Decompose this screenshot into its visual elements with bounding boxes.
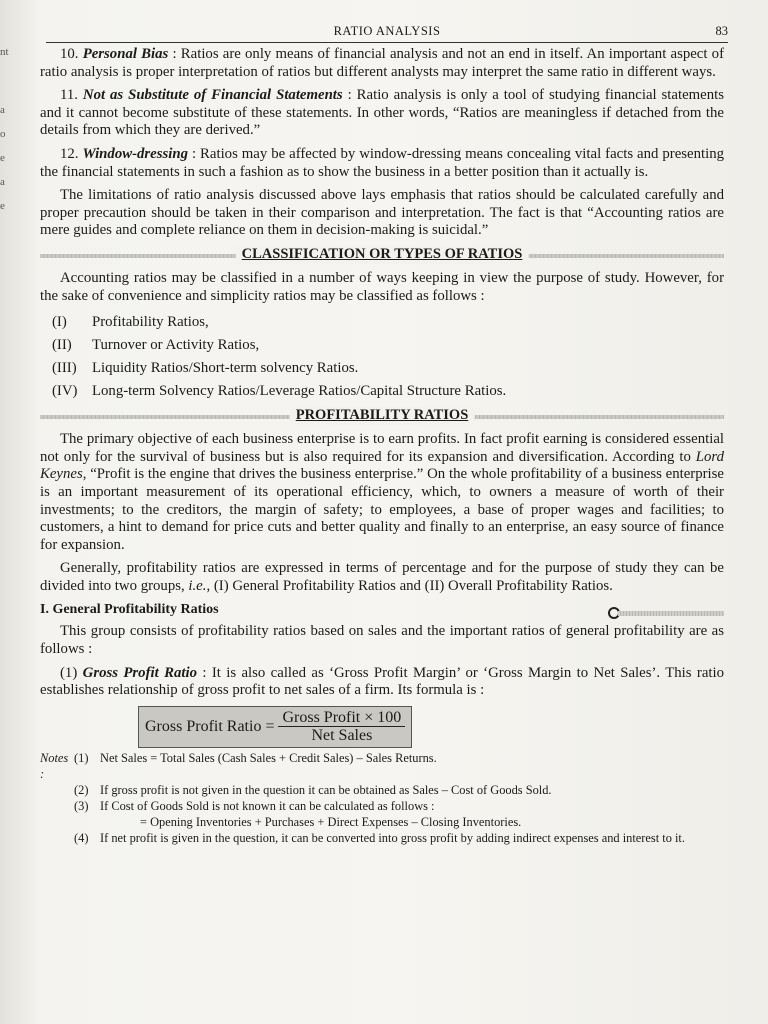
margin-mark: e <box>0 152 5 164</box>
note-number: (4) <box>74 830 89 845</box>
paragraph-profitability <box>40 431 724 554</box>
note-item <box>40 830 724 846</box>
item-number: (1) <box>60 664 78 681</box>
note-number: (1) <box>74 750 89 765</box>
section-heading-profitability <box>40 407 724 427</box>
term-not-substitute: Not as Substitute of Financial Statements <box>82 87 343 104</box>
formula-fraction <box>278 709 405 745</box>
notes-block <box>40 750 724 846</box>
margin-mark: a <box>0 176 5 188</box>
note-text: = Opening Inventories + Purchases + Direct Expenses – Closing Inventories. <box>140 814 522 829</box>
note-item <box>40 782 724 798</box>
subheading-general-profitability <box>40 601 724 623</box>
formula-numerator: Gross Profit × 100 <box>278 709 405 728</box>
list-text: Liquidity Ratios/Short-term solvency Ratios. <box>92 359 359 376</box>
paragraph-groups <box>40 560 724 595</box>
subheading-text: I. General Profitability Ratios <box>40 602 219 618</box>
list-number: (III) <box>52 359 77 376</box>
decorative-rule <box>618 611 724 616</box>
section-title: CLASSIFICATION OR TYPES OF RATIOS <box>236 246 529 264</box>
page-number: 83 <box>715 24 728 38</box>
list-item <box>52 334 724 357</box>
paragraph-text: , “Profit is the engine that drives the business enterprise.” On the whole profitability of a business enterprise is an important measurement of its operational efficiency, which, to owners a measure of worth of their investments; to the creditors, the margin of safety; to employees, a base of proper wages and facilities; to customers, a hint to demand for price cuts and better quality and finally to an enterprise, an easy source of finance for expansion. <box>40 466 724 553</box>
list-number: (II) <box>52 336 72 353</box>
note-item <box>40 750 724 782</box>
item-number: 10. <box>60 46 79 62</box>
formula-lhs: Gross Profit Ratio = <box>145 718 275 736</box>
margin-mark: e <box>0 200 5 212</box>
list-item <box>52 357 724 380</box>
note-text: Net Sales = Total Sales (Cash Sales + Credit Sales) – Sales Returns. <box>100 750 437 765</box>
list-number: (IV) <box>52 382 78 399</box>
margin-marks <box>0 40 14 218</box>
person-name: Lord Keynes <box>40 448 724 483</box>
note-number: (2) <box>74 782 89 797</box>
classification-list <box>52 311 724 403</box>
formula-denominator: Net Sales <box>311 727 373 745</box>
paragraph-text: : Ratios may be affected by window-dressing means concealing vital facts and presenting the financial statements in such a fashion as to show the business in a better position than it actually is. <box>40 145 725 180</box>
list-text: Long-term Solvency Ratios/Leverage Ratios/Capital Structure Ratios. <box>92 382 507 399</box>
list-text: Profitability Ratios, <box>92 313 209 330</box>
note-number: (3) <box>74 798 89 813</box>
paragraph-personal-bias <box>40 46 724 81</box>
item-number: 12. <box>60 145 79 162</box>
paragraph-window-dressing <box>40 146 724 181</box>
paragraph-text: : It is also called as ‘Gross Profit Margin’ or ‘Gross Margin to Net Sales’. This ratio establishes relationship of gross profit to net sales of a firm. Its formula is : <box>40 664 725 699</box>
list-item <box>52 380 724 403</box>
paragraph-gross-profit <box>40 665 724 700</box>
list-text: Turnover or Activity Ratios, <box>92 336 260 353</box>
paragraph-classification-intro: Accounting ratios may be classified in a number of ways keeping in view the purpose of study. However, for the sake of convenience and simplicity ratios may be classified as follows : <box>40 269 724 304</box>
note-text: If Cost of Goods Sold is not known it can be calculated as follows : <box>100 798 435 813</box>
margin-mark: nt <box>0 46 9 58</box>
list-number: (I) <box>52 313 67 330</box>
notes-label: Notes : <box>40 750 69 781</box>
paragraph-general-intro: This group consists of profitability ratios based on sales and the important ratios of general profitability are as follows : <box>40 623 724 658</box>
note-text: If gross profit is not given in the question it can be obtained as Sales – Cost of Goods Sold. <box>100 782 552 797</box>
margin-mark: o <box>0 128 6 140</box>
section-title: PROFITABILITY RATIOS <box>290 407 475 425</box>
gross-profit-formula <box>138 706 412 748</box>
margin-mark: a <box>0 104 5 116</box>
paragraph-text: : Ratios are only means of financial analysis and not an end in itself. An important aspect of ratio analysis is proper interpretation of ratios but different analysts may interpret the same ratio in different ways. <box>40 46 724 80</box>
term-window-dressing: Window-dressing <box>82 145 188 162</box>
paragraph-text: : Ratio analysis is only a tool of studying financial statements and it cannot become substitute of these statements. In other words, “Ratios are meaningless if detached from the details from which they are derived.” <box>40 87 725 139</box>
term-personal-bias: Personal Bias <box>82 46 169 62</box>
note-text: If net profit is given in the question, it can be converted into gross profit by adding indirect expenses and interest to it. <box>100 830 685 845</box>
note-item <box>40 798 724 814</box>
formula-block <box>138 706 724 750</box>
term-gross-profit-ratio: Gross Profit Ratio <box>82 664 197 681</box>
header-title: RATIO ANALYSIS <box>333 24 441 38</box>
paragraph-text: , (I) General Profitability Ratios and (II) Overall Profitability Ratios. <box>206 577 613 594</box>
abbreviation: i.e. <box>188 577 207 594</box>
paragraph-limitations: The limitations of ratio analysis discussed above lays emphasis that ratios should be calculated carefully and proper precaution should be taken in their comparison and interpretation. The fact is that “Accounting ratios are mere guides and complete reliance on them in decision-making is suicidal.” <box>40 187 724 239</box>
section-heading-classification <box>40 246 724 266</box>
page-body <box>40 46 724 846</box>
paragraph-text: The primary objective of each business enterprise is to earn profits. In fact profit earning is considered essential not only for the survival of business but is also required for its expansion and diversification. According to <box>40 431 724 465</box>
paragraph-not-substitute <box>40 87 724 140</box>
paragraph-text: Generally, profitability ratios are expressed in terms of percentage and for the purpose of study they can be divided into two groups, <box>40 560 724 594</box>
running-header <box>46 20 728 43</box>
note-item <box>40 814 724 830</box>
list-item <box>52 311 724 334</box>
item-number: 11. <box>60 87 78 104</box>
